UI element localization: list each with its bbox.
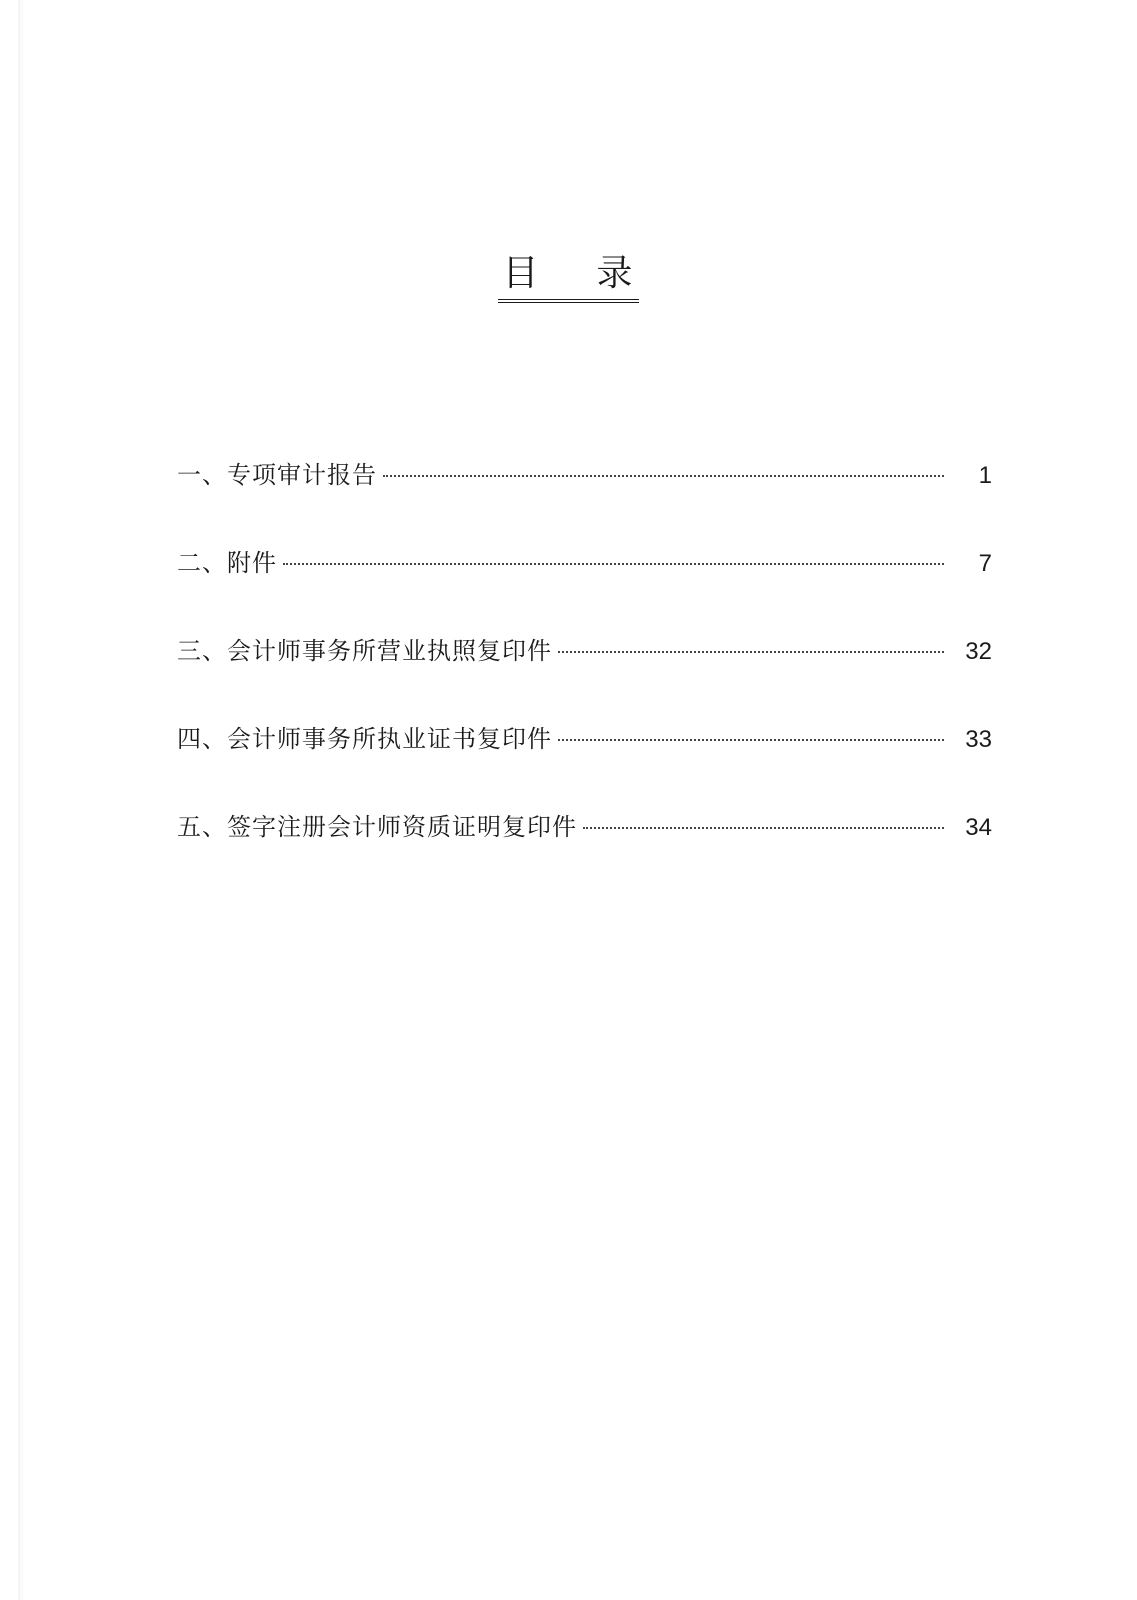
toc-page-number: 1 <box>978 462 992 489</box>
toc-entry-1[interactable] <box>177 455 992 543</box>
toc-entry-label: 三、会计师事务所营业执照复印件 <box>177 637 552 665</box>
title-char-2: 录 <box>596 253 635 294</box>
table-of-contents <box>177 455 992 895</box>
toc-dot-leader <box>558 651 944 653</box>
toc-dot-leader <box>583 827 944 829</box>
toc-entry-2[interactable] <box>177 543 992 631</box>
toc-page-number: 34 <box>965 814 992 841</box>
toc-entry-4[interactable] <box>177 719 992 807</box>
toc-entry-label: 二、附件 <box>177 549 277 577</box>
toc-entry-3[interactable] <box>177 631 992 719</box>
toc-dot-leader <box>283 563 944 565</box>
toc-page-number: 7 <box>978 550 992 577</box>
toc-entry-label: 一、专项审计报告 <box>177 461 377 489</box>
title-char-1: 目 <box>502 253 541 294</box>
toc-page-number: 32 <box>965 638 992 665</box>
toc-page-number: 33 <box>965 726 992 753</box>
page-title <box>498 252 638 303</box>
toc-entry-5[interactable] <box>177 807 992 895</box>
scan-edge-shadow <box>18 0 24 1600</box>
toc-entry-label: 五、签字注册会计师资质证明复印件 <box>177 813 577 841</box>
toc-dot-leader <box>558 739 944 741</box>
toc-dot-leader <box>383 475 944 477</box>
title-container <box>0 252 1137 303</box>
toc-entry-label: 四、会计师事务所执业证书复印件 <box>177 725 552 753</box>
